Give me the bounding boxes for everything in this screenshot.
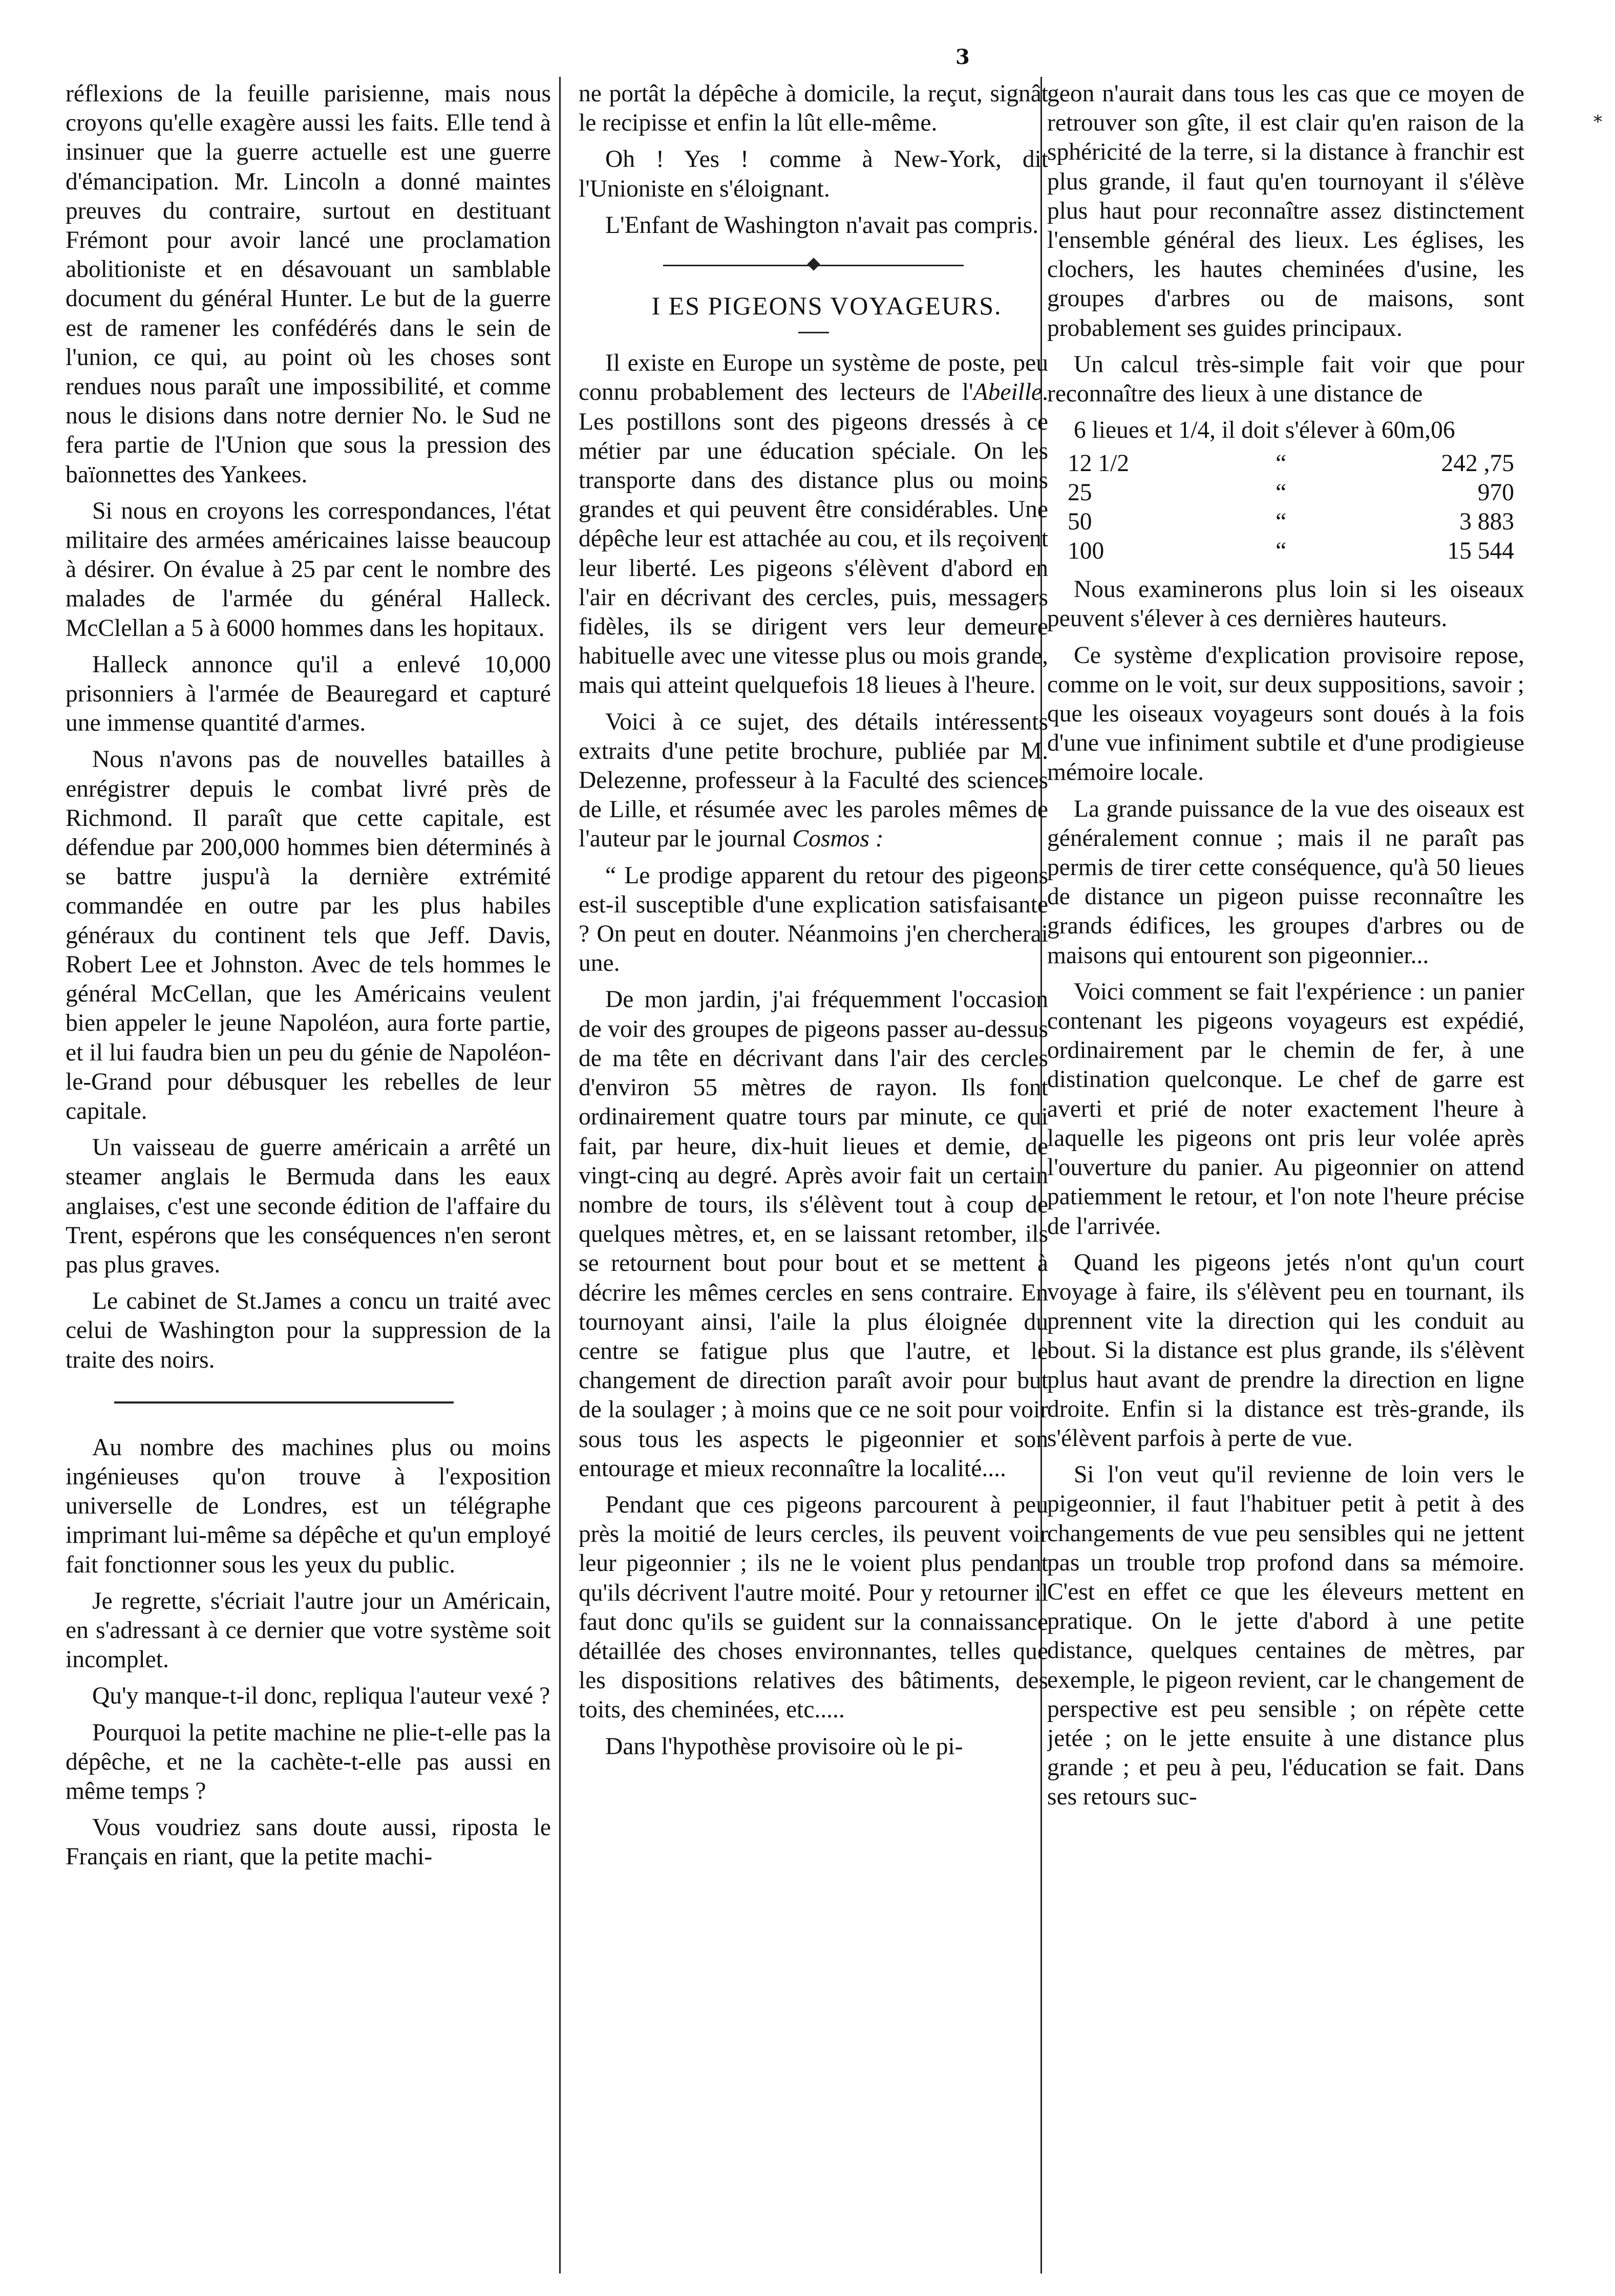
table-row (1047, 449, 1524, 478)
column-middle (579, 79, 1048, 2276)
table-cell: “ (1276, 479, 1287, 506)
table-cell: 970 (1477, 479, 1514, 506)
anecdote-paragraph: Je regrette, s'écriait l'autre jour un Américain, en s'adressant à ce dernier que votre système soit incomplet. (66, 1587, 551, 1673)
table-cell: “ (1276, 508, 1287, 536)
table-cell: “ (1276, 538, 1287, 565)
article-paragraph: réflexions de la feuille parisienne, mais nous croyons qu'elle exagère aussi les faits. Elle tend à insinuer que la guerre actuelle est une guerre d'émancipation. Mr. Lincoln a donné maintes preuves du contraire, surtout en destituant Frémont pour avoir lancé une proclamation abolitioniste et en désavouant un samblable document du général Hunter. Le but de la guerre est de ramener les confédérés dans le sein de l'union, ce qui, au point où les choses sont rendues nous paraît une impossibilité, et comme nous le disions dans notre dernier No. le Sud ne fera partie de l'Union que sous la pression des baïonnettes des Yankees. (66, 80, 551, 488)
table-cell: 12 1/2 (1068, 450, 1130, 477)
quote-paragraph: Quand les pigeons jetés n'ont qu'un court voyage à faire, ils s'élèvent peu en tournant, ils prennent vite la direction qui les conduit au bout. Si la distance est plus grande, ils s'élèvent plus haut avant de prendre la direction en ligne droite. Enfin si la distance est très-grande, ils s'élèvent parfois à perte de vue. (1047, 1249, 1524, 1452)
calc-first-line: 6 lieues et 1/4, il doit s'élever à 60m,06 (1074, 417, 1455, 444)
section-divider (66, 1392, 551, 1413)
newspaper-name: Abeille (973, 379, 1043, 406)
anecdote-paragraph: Oh ! Yes ! comme à New-York, dit l'Unioniste en s'éloignant. (579, 146, 1048, 202)
quote-paragraph: Pendant que ces pigeons parcourent à peu près la moitié de leurs cercles, ils peuvent voir leur pigeonnier ; ils ne le voient plus pendant qu'ils décrivent l'autre moité. Pour y retourner il faut donc qu'ils se guident sur la connaissance détaillée des choses environnantes, telles que les dispositions relatives des bâtiments, des toits, des cheminées, etc..... (579, 1491, 1048, 1724)
table-cell: 3 883 (1459, 508, 1514, 536)
quote-paragraph: Voici comment se fait l'expérience : un panier contenant les pigeons voyageurs est expédié, ordinairement par le chemin de fer, à une distination quelconque. Le chef de garre est averti et prié de noter exactement l'heure à laquelle les pigeons ont pris leur volée après l'ouverture du panier. Au pigeonnier on attend patiemment le retour, et l'on note l'heure précise de l'arrivée. (1047, 978, 1524, 1240)
table-cell: 100 (1068, 538, 1104, 565)
table-row (1047, 507, 1524, 537)
quote-paragraph: La grande puissance de la vue des oiseaux est généralement connue ; mais il ne paraît pas permis de tirer cette conséquence, qu'à 50 lieues de distance un pigeon puisse reconnaître les grands édifices, les groupes d'arbres ou de maisons qui entourent son pigeonnier... (1047, 795, 1524, 969)
article-heading: I ES PIGEONS VOYAGEURS. (651, 291, 1002, 321)
anecdote-paragraph: ne portât la dépêche à domicile, la reçut, signât le recipisse et enfin la lût elle-même. (579, 80, 1048, 137)
anecdote-paragraph: Au nombre des machines plus ou moins ingénieuses qu'on trouve à l'exposition universelle de Londres, est un télégraphe imprimant lui-même sa dépêche et qu'un employé fait fonctionner sous les yeux du public. (66, 1434, 551, 1578)
quote-paragraph: “ Le prodige apparent du retour des pigeons est-il susceptible d'une explication satisfaisante ? On peut en douter. Néanmoins j'en chercherai une. (579, 862, 1048, 977)
column-left (66, 79, 551, 2276)
quote-paragraph: Ce système d'explication provisoire repose, comme on le voit, sur deux suppositions, savoir ; que les oiseaux voyageurs sont doués à la fois d'une vue infiniment subtile et d'une prodigieuse mémoire locale. (1047, 642, 1524, 786)
diamond-ornament-icon (807, 258, 820, 270)
table-cell: 242 ,75 (1441, 450, 1514, 477)
anecdote-paragraph: Vous voudriez sans doute aussi, riposta le Français en riant, que la petite machi- (66, 1814, 551, 1870)
ornament-divider (579, 253, 1048, 277)
column-rule-left (559, 77, 561, 2273)
anecdote-paragraph: L'Enfant de Washington n'avait pas compris. (605, 211, 1039, 239)
height-table (1047, 449, 1524, 566)
article-paragraph: Le cabinet de St.James a concu un traité avec celui de Washington pour la suppression de la traite des noirs. (66, 1288, 551, 1373)
anecdote-paragraph: Qu'y manque-t-il donc, repliqua l'auteur vexé ? (92, 1683, 550, 1710)
table-row (1047, 537, 1524, 566)
journal-name: Cosmos : (792, 825, 884, 853)
table-cell: 25 (1068, 479, 1092, 506)
quote-paragraph: Dans l'hypothèse provisoire où le pi- (605, 1733, 963, 1760)
quote-paragraph: Un calcul très-simple fait voir que pour reconnaître des lieux à une distance de (1047, 351, 1524, 408)
article-paragraph: Nous n'avons pas de nouvelles batailles à enrégistrer depuis le combat livré près de Richmond. Il paraît que cette capitale, est défendue par 200,000 hommes bien déterminés à se battre juspu'à la dernière extrémité commandée en outre par les plus habiles généraux du continent tels que Jeff. Davis, Robert Lee et Johnston. Avec de tels hommes le général McCellan, que les Américains veulent bien appeler le jeune Napoléon, aura forte partie, et il lui faudra bien un peu du génie de Napoléon-le-Grand pour débusquer les rebelles de leur capitale. (66, 746, 551, 1124)
table-row (1047, 478, 1524, 507)
table-cell: 15 544 (1447, 538, 1514, 565)
article-intro: Il existe en Europe un système de poste, peu connu probablement des lecteurs de l'Abeille. Les postillons sont des pigeons dressés à ce métier par une éducation spéciale. On les transporte dans des distance plus ou moins grandes et qui peuvent être considérables. Une dépêche leur est attachée au cou, et ils reçoivent leur liberté. Les pigeons s'élèvent d'abord en l'air en décrivant des cercles, puis, messagers fidèles, ils se dirigent vers leur demeure habituelle avec une vitesse plus ou mois grande, mais qui atteint quelquefois 18 lieues à l'heure. (579, 350, 1048, 699)
heading-dash (798, 332, 829, 333)
quote-paragraph: geon n'aurait dans tous les cas que ce moyen de retrouver son gîte, il est clair qu'en raison de la sphéricité de la terre, si la distance à franchir est plus grande, il faut qu'en tournoyant il s'élève plus haut pour reconnaître assez distinctement l'ensemble général des lieux. Les églises, les clochers, les hautes cheminées d'usine, les groupes d'arbres ou de maisons, sont probablement ses guides principaux. (1047, 80, 1524, 342)
quote-paragraph: De mon jardin, j'ai fréquemment l'occasion de voir des groupes de pigeons passer au-dessus de ma tête en décrivant dans l'air des cercles d'environ 55 mètres de rayon. Ils font ordinairement quatre tours par minute, ce qui fait, par heure, dix-huit lieues et demie, de vingt-cinq au degré. Après avoir fait un certain nombre de tours, ils s'élèvent tout à coup de quelques mètres, et, en se laissant retomber, ils se retournent bout pour bout et se mettent à décrire les mêmes cercles en sens contraire. En tournoyant ainsi, l'aile la plus éloignée du centre se fatigue plus que l'autre, et le changement de direction paraît avoir pour but de la soulager ; à moins que ce ne soit pour voir sous tous les aspects le pigeonnier et son entourage et mieux reconnaître la localité.... (579, 986, 1048, 1482)
article-paragraph: Un vaisseau de guerre américain a arrêté un steamer anglais le Bermuda dans les eaux anglaises, c'est une seconde édition de l'affaire du Trent, espérons que les conséquences n'en seront pas plus graves. (66, 1134, 551, 1278)
quote-paragraph: Si l'on veut qu'il revienne de loin vers le pigeonnier, il faut l'habituer petit à petit à des changements de vue peu sensibles qui ne jettent pas un trouble trop profond dans sa mémoire. C'est en effet ce que les éleveurs mettent en pratique. On le jette d'abord à une petite distance, quelques centaines de mètres, par exemple, le pigeon revient, car le changement de perspective est peu sensible ; on répète cette jetée ; on le jette ensuite à une distance plus grande ; et peu à peu, l'éducation se fait. Dans ses retours suc- (1047, 1461, 1524, 1811)
column-right (1047, 79, 1524, 2276)
article-paragraph: Halleck annonce qu'il a enlevé 10,000 prisonniers à l'armée de Beauregard et capturé une immense quantité d'armes. (66, 651, 551, 737)
article-paragraph: Si nous en croyons les correspondances, l'état militaire des armées américaines laisse beaucoup à désirer. On évalue à 25 par cent le nombre des malades de l'armée du général Halleck. McClellan a 5 à 6000 hommes dans les hopitaux. (66, 497, 551, 642)
margin-mark: * (1593, 112, 1602, 132)
anecdote-paragraph: Pourquoi la petite machine ne plie-t-elle pas la dépêche, et ne la cachète-t-elle pas aussi en même temps ? (66, 1719, 551, 1804)
table-cell: 50 (1068, 508, 1092, 536)
table-cell: “ (1276, 450, 1287, 477)
article-source: Voici à ce sujet, des détails intéressents extraits d'une petite brochure, publiée par M. Delezenne, professeur à la Faculté des sciences de Lille, et résumée avec les paroles mêmes de l'auteur par le journal Cosmos : (579, 708, 1048, 853)
page-number: 3 (955, 45, 970, 69)
quote-paragraph: Nous examinerons plus loin si les oiseaux peuvent s'élever à ces dernières hauteurs. (1047, 576, 1524, 632)
